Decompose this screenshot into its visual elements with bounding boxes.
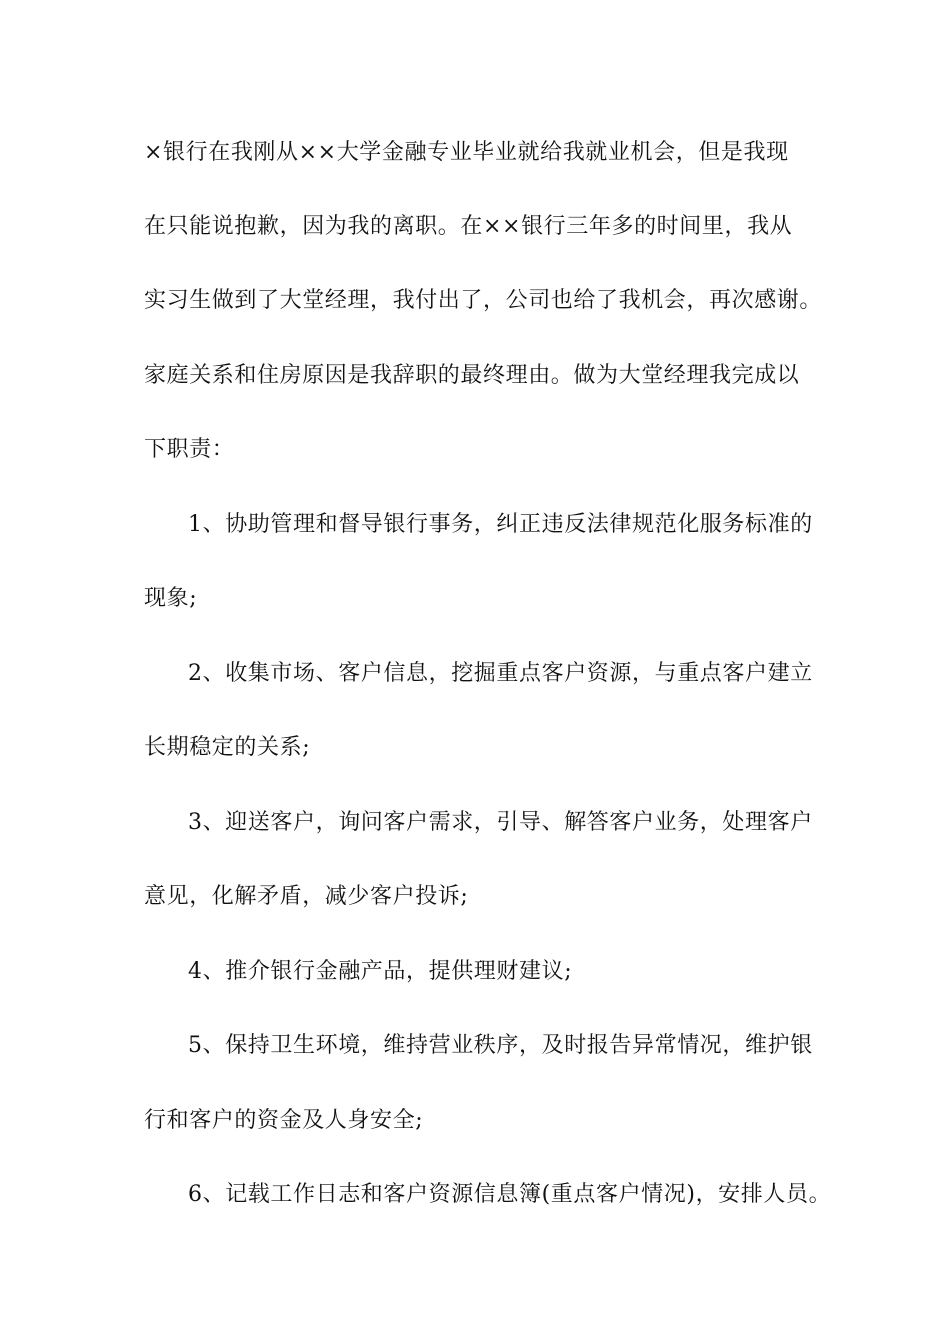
paragraph-line: 实习生做到了大堂经理，我付出了，公司也给了我机会，再次感谢。 [144, 288, 823, 313]
paragraph-line: 家庭关系和住房原因是我辞职的最终理由。做为大堂经理我完成以 [144, 363, 800, 388]
list-item-6-line: 6、记载工作日志和客户资源信息簿(重点客户情况)，安排人员。 [188, 1182, 832, 1207]
list-item-3-continuation: 意见，化解矛盾，减少客户投诉; [144, 884, 469, 909]
list-item-3-line: 3、迎送客户，询问客户需求，引导、解答客户业务，处理客户 [188, 810, 813, 835]
list-item-2-continuation: 长期稳定的关系; [144, 735, 311, 760]
paragraph-line: ×银行在我刚从××大学金融专业毕业就给我就业机会，但是我现 [144, 140, 789, 165]
list-item-1-line: 1、协助管理和督导银行事务，纠正违反法律规范化服务标准的 [188, 512, 813, 537]
list-item-2-line: 2、收集市场、客户信息，挖掘重点客户资源，与重点客户建立 [188, 661, 813, 686]
list-item-4-line: 4、推介银行金融产品，提供理财建议; [188, 959, 573, 984]
list-item-1-continuation: 现象; [144, 586, 198, 611]
paragraph-line: 下职责： [144, 437, 235, 462]
paragraph-line: 在只能说抱歉，因为我的离职。在××银行三年多的时间里，我从 [144, 214, 793, 239]
list-item-5-continuation: 行和客户的资金及人身安全; [144, 1108, 424, 1133]
list-item-5-line: 5、保持卫生环境，维持营业秩序，及时报告异常情况，维护银 [188, 1033, 813, 1058]
